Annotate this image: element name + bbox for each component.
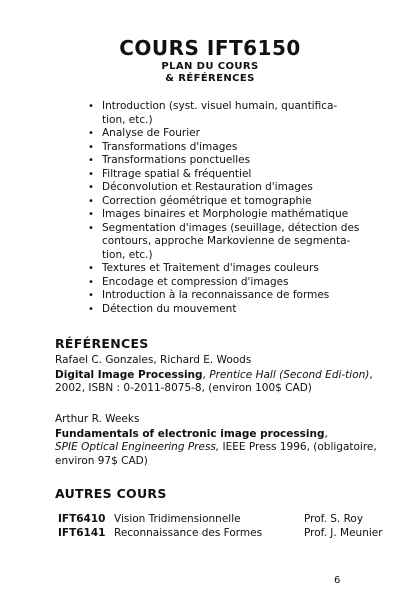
topic-text: Transformations d'images bbox=[102, 140, 238, 153]
course-code: IFT6141 bbox=[58, 527, 106, 539]
course-professor: Prof. J. Meunier bbox=[304, 527, 383, 539]
topic-item bbox=[86, 154, 386, 168]
bullet-icon: • bbox=[88, 195, 94, 207]
reference-details: IEEE Press 1996, (obligatoire, environ 97$ CAD) bbox=[55, 441, 377, 467]
course-code: IFT6410 bbox=[58, 513, 106, 525]
reference-title: Fundamentals of electronic image processing bbox=[55, 427, 325, 440]
reference-title: Digital Image Processing bbox=[55, 368, 203, 381]
references-heading: RÉFÉRENCES bbox=[55, 336, 149, 351]
course-name: Reconnaissance des Formes bbox=[114, 527, 263, 539]
topic-text: Introduction (syst. visuel humain, quantifica- bbox=[102, 100, 338, 112]
topic-item bbox=[86, 168, 386, 182]
topic-text: Transformations ponctuelles bbox=[102, 154, 251, 166]
topic-item bbox=[86, 289, 386, 303]
bullet-icon: • bbox=[88, 155, 94, 166]
topic-text: tion, etc.) bbox=[102, 248, 153, 261]
reference-weeks: Arthur R. Weeks Fundamentals of electronic image processing, SPIE Optical Engineering Press, IEEE Press 1996, (obligatoire, environ 97$ CAD) bbox=[55, 413, 395, 468]
topic-item bbox=[86, 100, 386, 127]
topic-text: Analyse de Fourier bbox=[102, 127, 200, 139]
bullet-icon: • bbox=[88, 222, 94, 234]
bullet-icon: • bbox=[88, 303, 94, 315]
topic-item bbox=[86, 141, 386, 155]
reference-publisher: Prentice Hall (Second Edi-tion) bbox=[209, 368, 370, 381]
topic-item bbox=[86, 127, 386, 141]
topic-text: Images binaires et Morphologie mathématique bbox=[102, 208, 349, 220]
topic-item bbox=[86, 195, 386, 209]
topic-item bbox=[86, 181, 386, 195]
course-row bbox=[58, 526, 404, 540]
topic-item bbox=[86, 276, 386, 290]
bullet-icon: • bbox=[88, 101, 94, 112]
bullet-icon: • bbox=[88, 263, 94, 274]
other-courses-table bbox=[58, 512, 404, 540]
bullet-icon: • bbox=[88, 128, 94, 139]
bullet-icon: • bbox=[88, 141, 94, 153]
reference-publisher: SPIE Optical Engineering Press, bbox=[55, 441, 220, 453]
topic-text: Déconvolution et Restauration d'images bbox=[102, 181, 313, 193]
topic-text: Segmentation d'images (seuillage, détection des bbox=[102, 221, 360, 234]
reference-gonzales: Rafael C. Gonzales, Richard E. Woods Digital Image Processing, Prentice Hall (Second Edi-tion), 2002, ISBN : 0-2011-8075-8, (environ 100$ CAD) bbox=[55, 354, 395, 396]
topic-text: contours, approche Markovienne de segmenta- bbox=[102, 235, 351, 247]
page-number: 6 bbox=[334, 575, 341, 586]
bullet-icon: • bbox=[88, 182, 94, 193]
page-subtitle-plan: PLAN DU COURS bbox=[161, 61, 259, 72]
topic-item bbox=[86, 303, 386, 317]
reference-details: , 2002, ISBN : 0-2011-8075-8, (environ 100$ CAD) bbox=[55, 368, 373, 394]
topic-text: Filtrage spatial & fréquentiel bbox=[102, 167, 252, 180]
bullet-icon: • bbox=[88, 209, 94, 220]
topic-text: Textures et Traitement d'images couleurs bbox=[102, 262, 319, 274]
topic-text: tion, etc.) bbox=[102, 113, 153, 126]
reference-author: Arthur R. Weeks bbox=[55, 413, 140, 425]
reference-authors: Rafael C. Gonzales, Richard E. Woods bbox=[55, 354, 252, 366]
topic-list bbox=[86, 100, 386, 316]
topic-text: Détection du mouvement bbox=[102, 302, 237, 315]
bullet-icon: • bbox=[88, 168, 94, 180]
topic-item bbox=[86, 222, 386, 263]
course-row bbox=[58, 512, 404, 526]
page-subtitle-references: & RÉFÉRENCES bbox=[165, 73, 255, 84]
bullet-icon: • bbox=[88, 276, 94, 288]
course-name: Vision Tridimensionnelle bbox=[114, 513, 241, 525]
topic-text: Encodage et compression d'images bbox=[102, 275, 289, 288]
other-courses-heading: AUTRES COURS bbox=[55, 486, 167, 501]
bullet-icon: • bbox=[88, 290, 94, 301]
topic-text: Introduction à la reconnaissance de formes bbox=[102, 289, 330, 301]
topic-item bbox=[86, 262, 386, 276]
topic-item bbox=[86, 208, 386, 222]
topic-text: Correction géométrique et tomographie bbox=[102, 194, 312, 207]
page-title: COURS IFT6150 bbox=[119, 36, 301, 60]
course-professor: Prof. S. Roy bbox=[304, 513, 364, 525]
